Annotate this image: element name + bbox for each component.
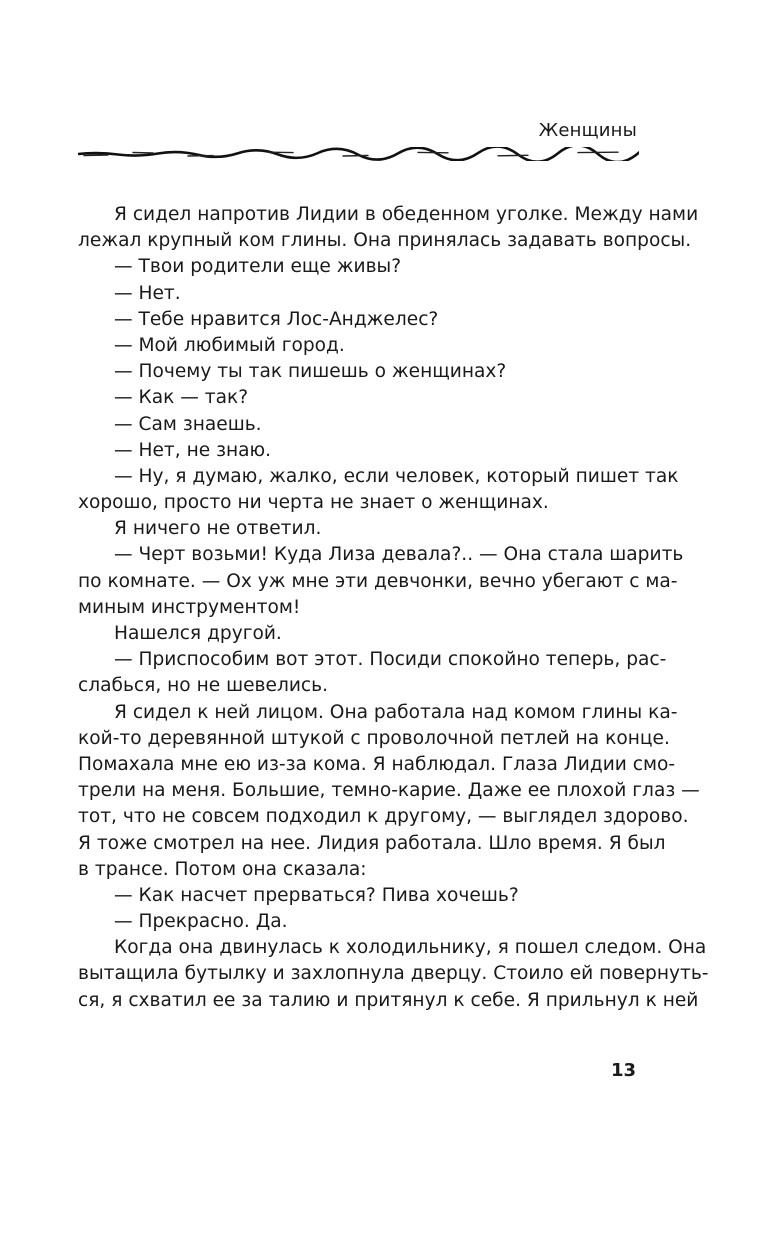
- text-line: Я тоже смотрел на нее. Лидия работала. Шло время. Я был: [78, 832, 666, 854]
- text-line: — Тебе нравится Лос-Анджелес?: [114, 308, 439, 330]
- decorative-rule: [78, 147, 639, 161]
- text-line: в трансе. Потом она сказала:: [78, 858, 367, 880]
- text-line: — Прекрасно. Да.: [114, 911, 288, 933]
- text-line: Когда она двинулась к холодильнику, я пошел следом. Она: [114, 937, 707, 959]
- body-text: [78, 202, 709, 1014]
- text-line: — Твои родители еще живы?: [114, 256, 402, 278]
- text-line: — Мой любимый город.: [114, 334, 345, 356]
- running-head-title: Женщины: [538, 120, 637, 141]
- text-line: — Приспособим вот этот. Посиди спокойно теперь, рас-: [114, 649, 667, 671]
- text-line: хорошо, просто ни черта не знает о женщинах.: [78, 492, 549, 514]
- text-line: — Черт возьми! Куда Лиза девала?.. — Она стала шарить: [114, 544, 684, 566]
- text-line: Я сидел к ней лицом. Она работала над комом глины ка-: [114, 701, 678, 723]
- text-line: Нашелся другой.: [114, 623, 282, 644]
- text-line: Я сидел напротив Лидии в обеденном уголке. Между нами: [114, 204, 699, 225]
- text-line: тот, что не совсем подходил к другому, — выглядел здорово.: [78, 806, 689, 828]
- text-line: слабься, но не шевелись.: [78, 675, 329, 697]
- text-line: — Нет.: [114, 282, 181, 304]
- text-line: Помахала мне ею из-за кома. Я наблюдал. Глаза Лидии смо-: [78, 753, 676, 775]
- text-line: лежал крупный ком глины. Она принялась задавать вопросы.: [78, 230, 692, 252]
- text-line: — Ну, я думаю, жалко, если человек, который пишет так: [114, 465, 679, 487]
- text-line: трели на меня. Большие, темно-карие. Даже ее плохой глаз —: [78, 780, 700, 802]
- text-line: — Нет, не знаю.: [114, 439, 272, 461]
- text-line: Я ничего не ответил.: [114, 518, 322, 540]
- text-line: вытащила бутылку и захлопнула дверцу. Стоило ей повернуть-: [78, 963, 709, 985]
- page-number: 13: [610, 1060, 636, 1081]
- text-line: — Как — так?: [114, 387, 249, 409]
- text-line: по комнате. — Ох уж мне эти девчонки, вечно убегают с ма-: [78, 570, 678, 592]
- text-line: кой-то деревянной штукой с проволочной петлей на конце.: [78, 727, 670, 749]
- text-line: — Сам знаешь.: [114, 413, 262, 435]
- text-line: ся, я схватил ее за талию и притянул к себе. Я прильнул к ней: [78, 989, 699, 1011]
- text-line: миным инструментом!: [78, 596, 301, 618]
- text-line: — Почему ты так пишешь о женщинах?: [114, 361, 507, 383]
- text-line: — Как насчет прерваться? Пива хочешь?: [114, 884, 519, 906]
